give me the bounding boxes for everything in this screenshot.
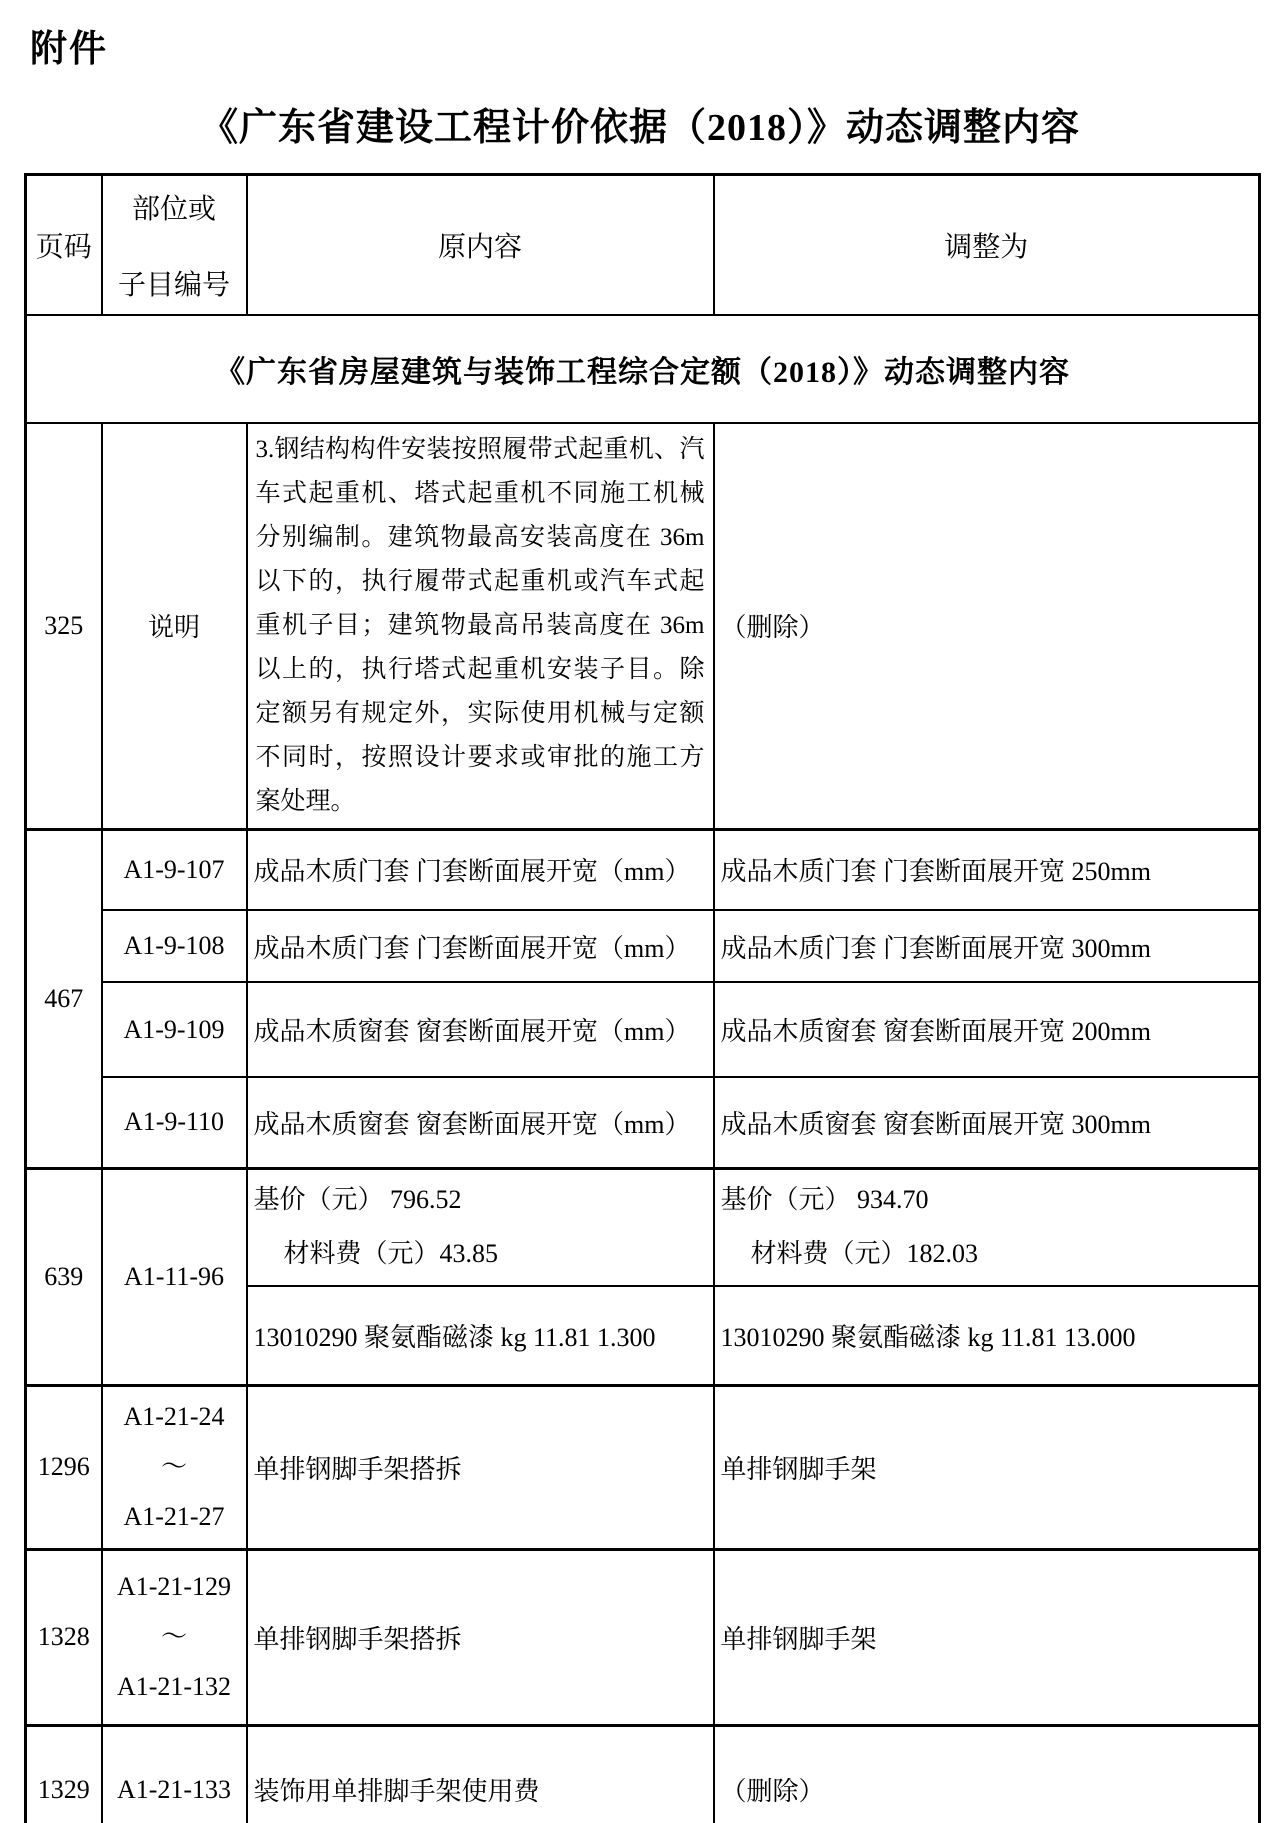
attachment-label: 附件 xyxy=(30,28,108,69)
code-range-start: A1-21-129 xyxy=(116,1572,232,1601)
base-price-adjusted: 基价（元） 934.70 xyxy=(720,1185,929,1215)
adjusted-cell: 单排钢脚手架 xyxy=(714,1549,1260,1725)
header-code-line1: 部位或 xyxy=(131,193,216,225)
header-cell-code xyxy=(102,175,247,315)
page-cell: 325 xyxy=(26,423,102,830)
original-cell: 13010290 聚氨酯磁漆 kg 11.81 1.300 xyxy=(247,1286,714,1385)
adjustment-table xyxy=(24,173,1261,1823)
table-row-1328 xyxy=(26,1549,1260,1725)
header-cell-original: 原内容 xyxy=(247,175,714,315)
code-cell: A1-9-109 xyxy=(102,982,247,1077)
code-cell: A1-11-96 xyxy=(102,1168,247,1385)
original-cell xyxy=(247,1168,714,1286)
original-cell: 成品木质门套 门套断面展开宽（mm） xyxy=(247,829,714,910)
table-row-467-3 xyxy=(26,982,1260,1077)
table-row-325 xyxy=(26,423,1260,830)
table-row-639-price xyxy=(26,1168,1260,1286)
original-cell: 成品木质窗套 窗套断面展开宽（mm） xyxy=(247,1077,714,1168)
adjusted-cell xyxy=(714,1168,1260,1286)
page-title: 《广东省建设工程计价依据（2018）》动态调整内容 xyxy=(199,107,1080,149)
base-price-original: 基价（元） 796.52 xyxy=(253,1185,462,1215)
adjusted-cell: 单排钢脚手架 xyxy=(714,1385,1260,1549)
code-cell: A1-9-108 xyxy=(102,910,247,982)
header-cell-adjusted: 调整为 xyxy=(714,175,1260,315)
code-cell: A1-21-133 xyxy=(102,1725,247,1823)
code-range-start: A1-21-24 xyxy=(123,1402,225,1431)
original-cell: 单排钢脚手架搭拆 xyxy=(247,1549,714,1725)
adjusted-cell: （删除） xyxy=(714,423,1260,830)
page-cell: 639 xyxy=(26,1168,102,1385)
code-cell xyxy=(102,1385,247,1549)
code-cell xyxy=(102,1549,247,1725)
header-cell-page: 页码 xyxy=(26,175,102,315)
adjusted-cell: 成品木质门套 门套断面展开宽 300mm xyxy=(714,910,1260,982)
table-row-1329 xyxy=(26,1725,1260,1823)
original-cell: 装饰用单排脚手架使用费 xyxy=(247,1725,714,1823)
page-cell: 467 xyxy=(26,829,102,1168)
original-cell: 成品木质门套 门套断面展开宽（mm） xyxy=(247,910,714,982)
code-range-end: A1-21-132 xyxy=(116,1672,232,1701)
adjusted-cell: 13010290 聚氨酯磁漆 kg 11.81 13.000 xyxy=(714,1286,1260,1385)
table-row-467-4 xyxy=(26,1077,1260,1168)
material-cost-original: 材料费（元）43.85 xyxy=(283,1239,499,1269)
table-row-1296 xyxy=(26,1385,1260,1549)
adjusted-cell: （删除） xyxy=(714,1725,1260,1823)
code-cell: A1-9-110 xyxy=(102,1077,247,1168)
tilde-symbol: ～ xyxy=(160,1622,187,1651)
page-cell: 1329 xyxy=(26,1725,102,1823)
tilde-symbol: ～ xyxy=(160,1452,187,1481)
page-cell: 1296 xyxy=(26,1385,102,1549)
original-text: 3.钢结构构件安装按照履带式起重机、汽车式起重机、塔式起重机不同施工机械分别编制。建筑物最高安装高度在 36m 以下的，执行履带式起重机或汽车式起重机子目；建筑物最高吊装高度在 36m 以上的，执行塔式起重机安装子目。除定额另有规定外，实际使用机械与定额不同时，按照设计要求或审批的施工方案处理。 xyxy=(255,435,705,815)
original-cell xyxy=(247,423,714,830)
header-code-line2: 子目编号 xyxy=(117,269,230,301)
code-range-end: A1-21-27 xyxy=(123,1502,225,1531)
code-cell: A1-9-107 xyxy=(102,829,247,910)
adjusted-cell: 成品木质窗套 窗套断面展开宽 200mm xyxy=(714,982,1260,1077)
table-row-467-1 xyxy=(26,829,1260,910)
table-header-row xyxy=(26,175,1260,315)
table-row-467-2 xyxy=(26,910,1260,982)
code-cell: 说明 xyxy=(102,423,247,830)
adjusted-cell: 成品木质门套 门套断面展开宽 250mm xyxy=(714,829,1260,910)
material-cost-adjusted: 材料费（元）182.03 xyxy=(750,1239,979,1269)
original-cell: 单排钢脚手架搭拆 xyxy=(247,1385,714,1549)
page-cell: 1328 xyxy=(26,1549,102,1725)
original-cell: 成品木质窗套 窗套断面展开宽（mm） xyxy=(247,982,714,1077)
section-title-row xyxy=(26,315,1260,423)
section-title: 《广东省房屋建筑与装饰工程综合定额（2018）》动态调整内容 xyxy=(26,315,1260,423)
adjusted-cell: 成品木质窗套 窗套断面展开宽 300mm xyxy=(714,1077,1260,1168)
